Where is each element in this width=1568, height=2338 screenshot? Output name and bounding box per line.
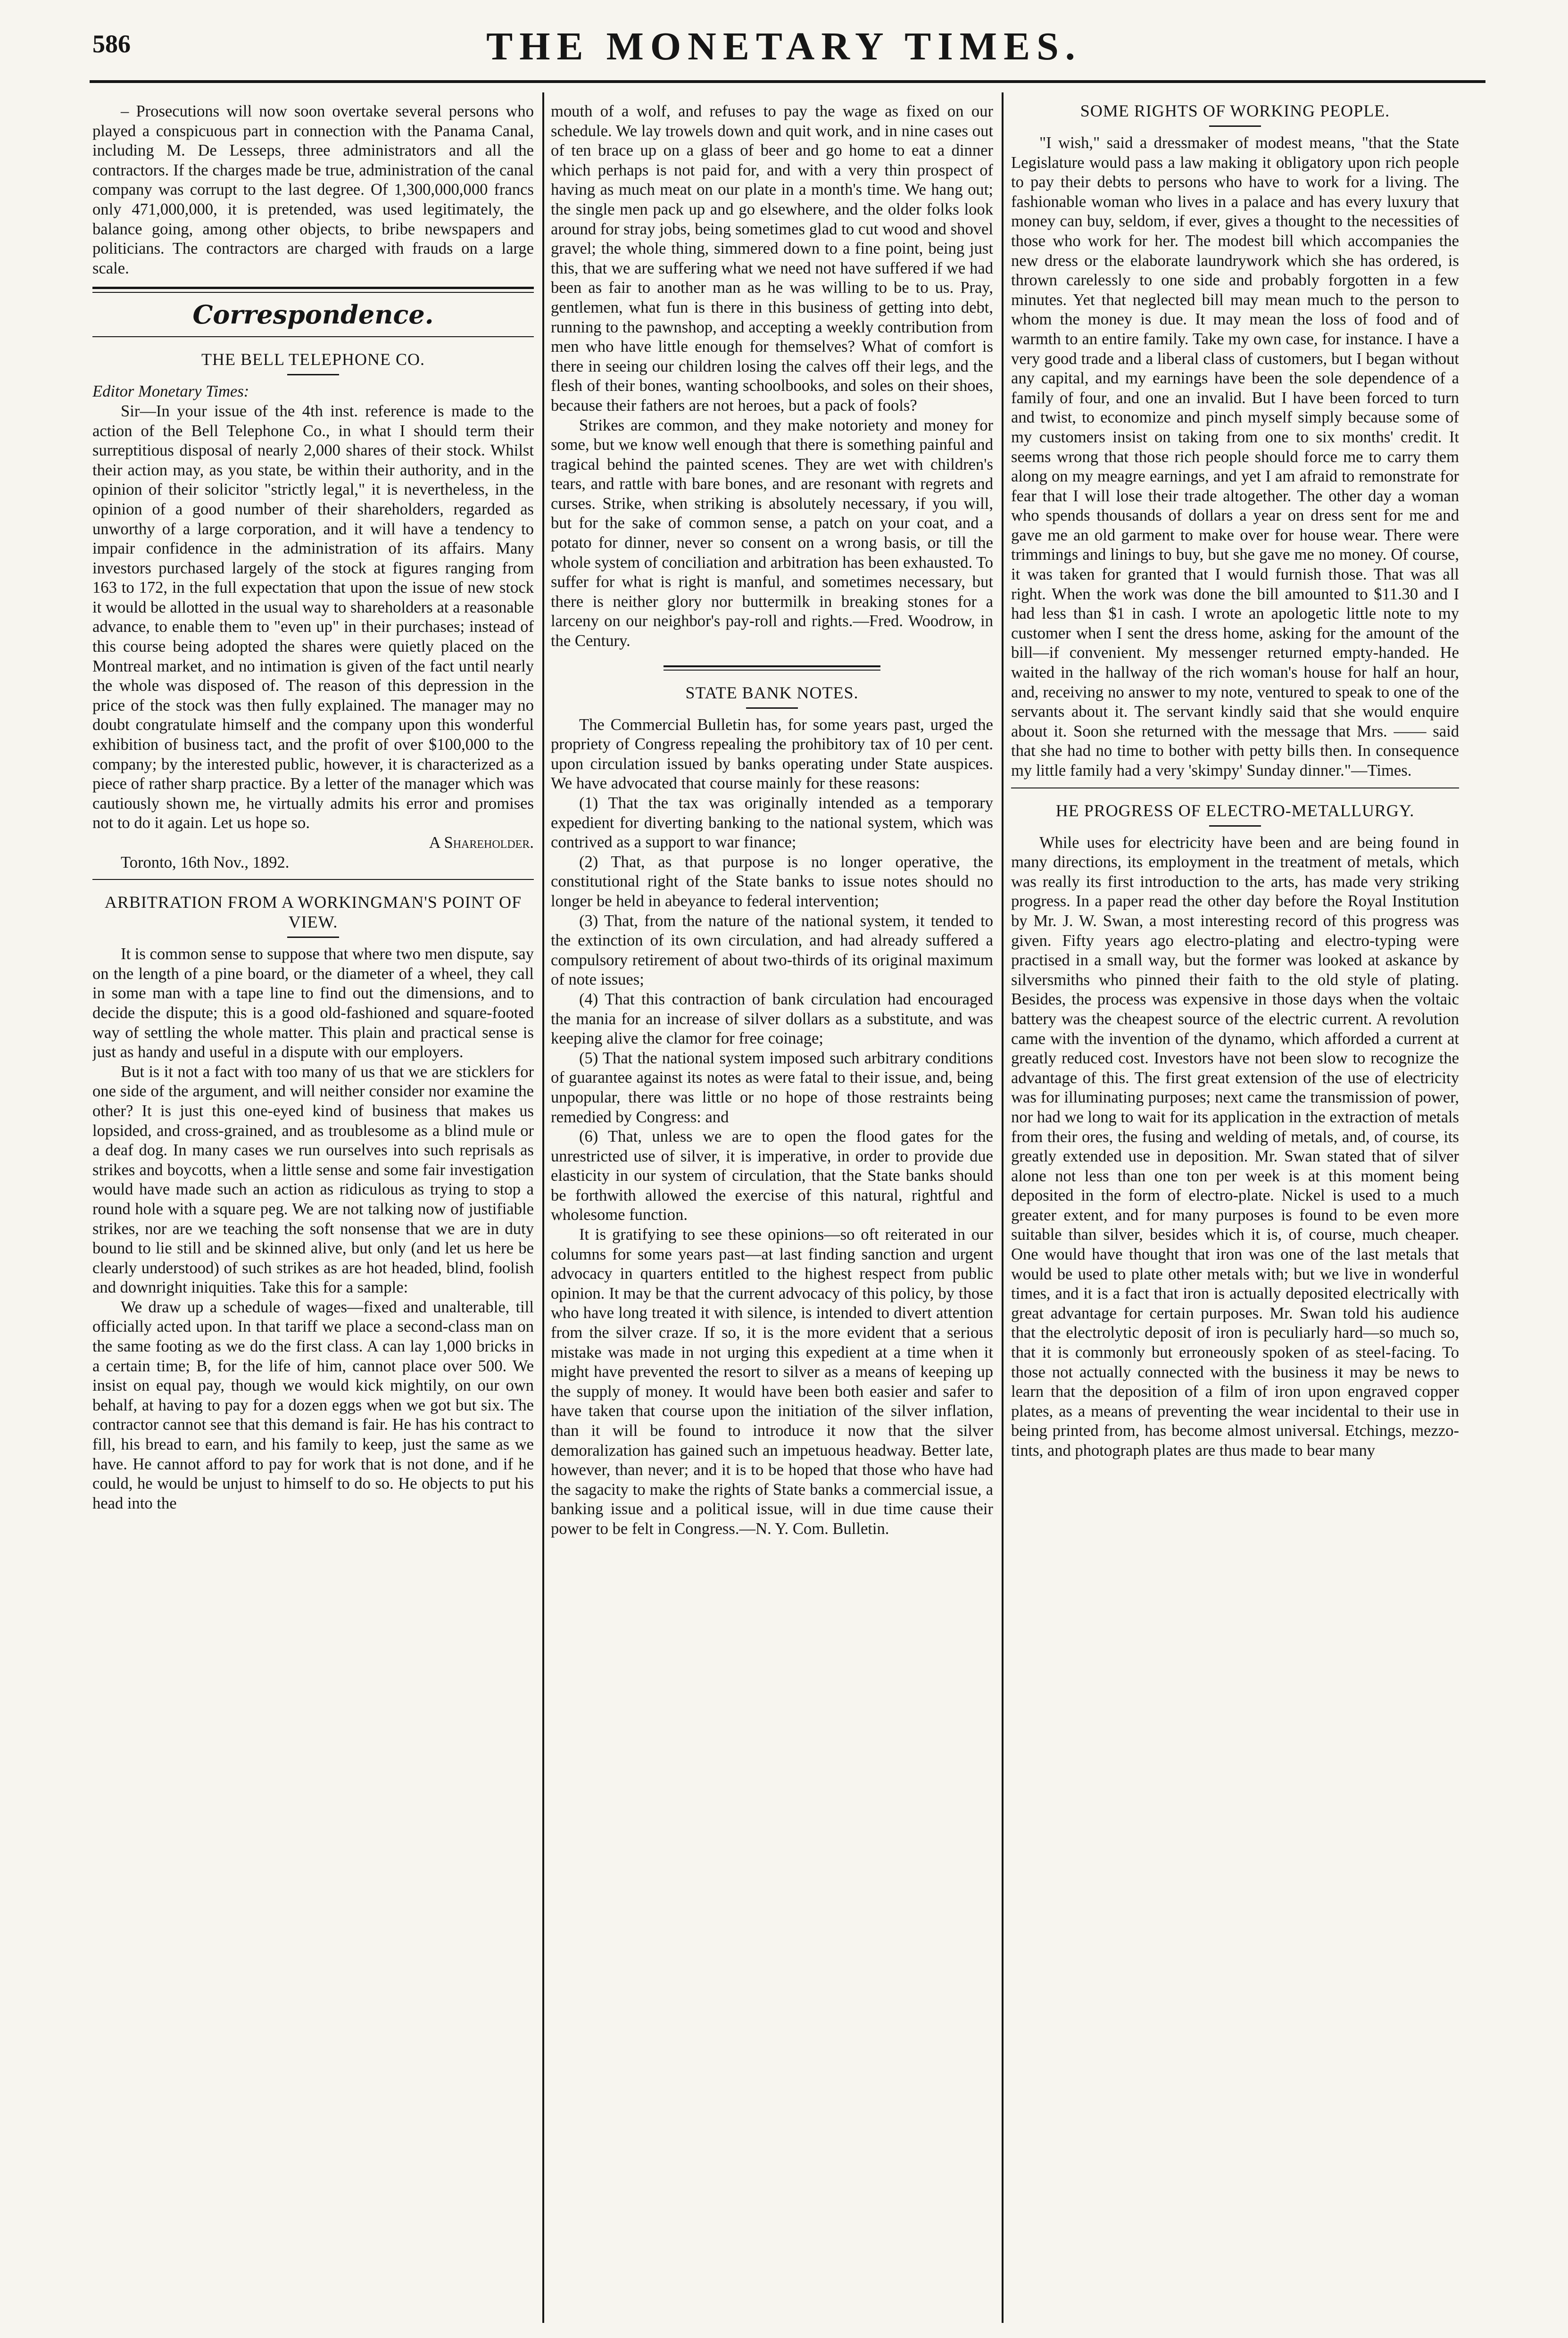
state-bank-notes-reason: (6) That, unless we are to open the flood gates for the unrestricted use of silver, it is imperative, in order to provide due elasticity in our system of circulation, that the State banks should be forthwith allowed the exercise of this natural, rightful and wholesome function. — [551, 1128, 993, 1224]
state-bank-notes-reason: (3) That, from the nature of the national system, it tended to the extinction of its own circulation, and had already suffered a compulsory retirement of about two-thirds of its original maximum of note issues; — [551, 912, 993, 989]
column-divider — [1002, 92, 1004, 2323]
column-2 — [551, 92, 993, 2323]
section-rule — [92, 336, 534, 337]
state-bank-notes-paragraph: It is gratifying to see these opinions—so oft reiterated in our columns for some years past—at last finding sanction and urgent advocacy in quarters entitled to the highest respect from public opinion. It may be that the current advocacy of this policy, by those who have long treated it with silence, is intended to divert attention from the silver craze. If so, it is the more evident that a serious mistake was made in not urging this expedient at a time when it might have prevented the resort to silver as a means of keeping up the supply of money. It would have been both easier and safer to have taken that course upon the initiation of the silver inflation, than it will be found to introduce it now that the silver demoralization has gained such an impetuous headway. Better late, however, than never; and it is to be hoped that those who have had the sagacity to make the rights of State banks a commercial issue, a banking issue and a political issue, will in due time cause their power to be felt in Congress.—N. Y. Com. Bulletin. — [551, 1226, 993, 1538]
arbitration-paragraph: Strikes are common, and they make notoriety and money for some, but we know well enough that there is something painful and tragical behind the painted scenes. They are wet with children's tears, and rattle with bare bones, and are resonant with regrets and curses. Strike, when striking is absolutely necessary, if you will, but for the sake of common sense, a patch on your coat, and a potato for dinner, never so consent on a wrong basis, or till the whole system of conciliation and arbitration has been exhausted. To suffer for what is right is manful, and sometimes necessary, but there is neither glory nor buttermilk in breaking stones for a larceny on our neighbor's pay-roll and rights.—Fred. Woodrow, in the Century. — [551, 416, 993, 650]
header-rule — [90, 80, 1485, 83]
arbitration-continued: mouth of a wolf, and refuses to pay the wage as fixed on our schedule. We lay trowels down and quit work, and in nine cases out of ten brace up on a glass of beer and go home to eat a dinner which perhaps is not paid for, and with a very thin prospect of having as much meat on our plate in a month's time. We hang out; the single men pack up and go elsewhere, and the older folks look around for stray jobs, being sometimes glad to cut wood and shovel gravel; the whole thing, simmered down to a fine point, being just this, that we are suffering what we need not have suffered if we had been as fair to another man as he was willing to be to us. Pray, gentlemen, what fun is there in this business of getting into debt, running to the pawnshop, and accepting a weekly contribution from men who have little enough for themselves? What of comfort is there in seeing our children losing the calves off their legs, and the flesh of their bones, wanting schoolbooks, and soles on their shoes, because their fathers are not heroes, but a pack of fools? — [551, 102, 993, 415]
letter-signature: A Shareholder. — [429, 834, 534, 852]
state-bank-notes-paragraph: The Commercial Bulletin has, for some years past, urged the propriety of Congress repealing the prohibitory tax of 10 per cent. upon circulation issued by banks operating under State auspices. We have advocated that course mainly for these reasons: — [551, 715, 993, 793]
arbitration-paragraph: It is common sense to suppose that where two men dispute, say on the length of a pine board, or the diameter of a wheel, they call in some man with a tape line to find out the dimensions, and to decide the dispute; this is a good old-fashioned and square-footed way of settling the whole matter. This plain and practical sense is just as handy and useful in a dispute with our employers. — [92, 945, 534, 1061]
letter-dateline: Toronto, 16th Nov., 1892. — [121, 853, 290, 871]
arbitration-paragraph: We draw up a schedule of wages—fixed and unalterable, till officially acted upon. In that tariff we place a second-class man on the same footing as we do the first class. A can lay 1,000 bricks in a certain time; B, for the life of him, cannot place over 500. We insist on equal pay, though we would kick mightily, on our own behalf, at having to pay for a dozen eggs when we got but six. The contractor cannot see that this demand is fair. He has his contract to fill, his bread to earn, and his family to keep, just the same as we have. He cannot afford to pay for work that is not done, and if he could, he would be unjust to himself to do so. He objects to put his head into the — [92, 1298, 534, 1512]
section-rule — [664, 665, 880, 671]
short-rule — [287, 374, 339, 375]
page-number: 586 — [92, 30, 131, 58]
arbitration-heading: ARBITRATION FROM A WORKINGMAN'S POINT OF VIEW. — [104, 893, 522, 932]
page-header — [0, 0, 1568, 90]
arbitration-paragraph: But is it not a fact with too many of us that we are sticklers for one side of the argument, and will neither consider nor examine the other? It is just this one-eyed kind of business that makes us lopsided, and cross-grained, and as troublesome as a blind mule or a deaf dog. In many cases we run ourselves into such reprisals as strikes and boycotts, when a little sense and some fair investigation would have made such an action as ridiculous as trying to stop a round hole with a square peg. We are not talking now of justifiable strikes, nor are we teaching the soft nonsense that we are in duty bound to lie still and be skinned alive, but only (and let us here be clearly understood) of such strikes as are hot headed, blind, foolish and downright iniquities. Take this for a sample: — [92, 1062, 534, 1297]
short-rule — [1209, 825, 1261, 827]
column-divider — [542, 92, 544, 2323]
state-bank-notes-reason: (2) That, as that purpose is no longer operative, the constitutional right of the State banks to issue notes should no longer be held in abeyance to federal intervention; — [551, 853, 993, 910]
electro-metallurgy-paragraph: While uses for electricity have been and are being found in many directions, its employment in the treatment of metals, which was really its first introduction to the arts, has made very striking progress. In a paper read the other day before the Royal Institution by Mr. J. W. Swan, a most interesting record of this progress was given. Fifty years ago electro-plating and electro-typing were practised in a small way, but the former was looked at askance by silversmiths who pinned their faith to the old style of plating. Besides, the process was expensive in those days when the voltaic battery was the cheapest source of the electric current. A revolution came with the invention of the dynamo, which afforded a current at greatly reduced cost. Investors have not been slow to recognize the advantage of this. The first great extension of the use of electricity was for illuminating purposes; next came the transmission of power, nor had we long to wait for its application in the extraction of metals from their ores, the fusing and welding of metals, and, of course, its greatly extended use in deposition. Mr. Swan stated that of silver alone not less than one ton per week is at this moment being deposited in the form of electro-plate. Nickel is used to a much greater extent, and for many purposes is found to be even more suitable than silver, besides which it is, of course, much cheaper. One would have thought that iron was one of the last metals that would be used to plate other metals with; but we live in wonderful times, and it is a fact that iron is actually deposited electrically with great advantage for certain purposes. Mr. Swan told his audience that the electrolytic deposit of iron is peculiarly hard—so much so, that it is commonly but erroneously spoken of as steel-facing. To those not actually connected with the business it may be news to learn that the deposition of a film of iron upon engraved copper plates, as a means of preventing the wear incidental to their use in being printed from, has become almost universal. Etchings, mezzo-tints, and photograph plates are thus made to bear many — [1011, 833, 1459, 1459]
state-bank-notes-reason: (1) That the tax was originally intended as a temporary expedient for diverting banking to the national system, which was contrived as a support to war finance; — [551, 794, 993, 852]
state-bank-notes-reason: (5) That the national system imposed such arbitrary conditions of guarantee against its notes as were fatal to their issue, and, being unpopular, there was little or no hope of those restraints being remedied by Congress: and — [551, 1049, 993, 1126]
bell-telephone-letter: Sir—In your issue of the 4th inst. reference is made to the action of the Bell Telephone Co., in what I should term their surreptitious disposal of nearly 2,000 shares of their stock. Whilst their action may, as you state, be within their authority, and in the opinion of their solicitor "strictly legal," it is nevertheless, in the opinion of a good number of their shareholders, regarded as unworthy of a large corporation, and it will have a tendency to impair confidence in the administration of its affairs. Many investors purchased largely of the stock at figures ranging from 163 to 172, in the full expectation that upon the issue of new stock it would be allotted in the usual way to shareholders at a reasonable advance, to enable them to "even up" in their purchases; instead of this course being adopted the shares were quietly placed on the Montreal market, and no intimation is given of the fact until nearly the whole was disposed of. The reason of this depression in the price of the stock was then fully explained. The manager may no doubt congratulate himself and the company upon this wonderful exhibition of business tact, and the profit of over $100,000 to the company; by the interested public, however, it is characterized as a piece of rather sharp practice. By a letter of the manager which was cautiously shown me, he virtually admits his error and promises not to do it again. Let us hope so. — [92, 402, 534, 832]
bell-telephone-heading: THE BELL TELEPHONE CO. — [201, 350, 425, 369]
state-bank-notes-heading: STATE BANK NOTES. — [685, 683, 859, 702]
column-1 — [92, 92, 534, 2323]
working-people-heading: SOME RIGHTS OF WORKING PEOPLE. — [1080, 101, 1390, 120]
working-people-paragraph: "I wish," said a dressmaker of modest means, "that the State Legislature would pass a law making it obligatory upon rich people to pay their debts to persons who have to work for a living. The fashionable woman who lives in a palace and has every luxury that money can buy, seldom, if ever, gives a thought to the necessities of those who work for her. The modest bill which accompanies the new dress or the elaborate laundrywork which she has ordered, is thrown carelessly to one side and probably forgotten in a few minutes. Yet that neglected bill may mean much to the person to whom the money is due. It may mean the loss of food and of warmth to an entire family. Take my own case, for instance. I have a very good trade and a liberal class of customers, but I began without any capital, and my earnings have been the sole dependence of a family of four, and one an invalid. But I have been forced to turn and twist, to economize and pinch myself simply because some of my customers insist on taking from one to six months' credit. It seems wrong that those rich people should force me to carry them along on my meagre earnings, and yet I am afraid to remonstrate for fear that I will lose their trade altogether. The other day a woman who spends thousands of dollars a year on dress sent for me and gave me an old garment to make over for house wear. There were trimmings and linings to buy, but she gave me no money. Of course, it was taken for granted that I would furnish those. That was all right. When the work was done the bill amounted to $11.30 and I had less than $1 in cash. I wrote an apologetic little note to my customer when I sent the dress home, asking for the amount of the bill—if convenient. My messenger returned empty-handed. He waited in the hallway of the rich woman's house for half an hour, and, receiving no answer to my note, ventured to speak to one of the servants about it. The servant kindly said that she would enquire about it. Soon she returned with the message that Mrs. —— said that she had no time to bother with petty bills then. In consequence my little family had a very 'skimpy' Sunday dinner."—Times. — [1011, 134, 1459, 779]
short-rule — [1209, 125, 1261, 127]
section-rule — [92, 287, 534, 293]
letter-salutation: Editor Monetary Times: — [92, 382, 249, 401]
state-bank-notes-reason: (4) That this contraction of bank circulation had encouraged the mania for an increase of silver dollars as a substitute, and was keeping alive the clamor for free coinage; — [551, 990, 993, 1048]
short-rule — [287, 937, 339, 938]
short-rule — [746, 707, 798, 709]
masthead: THE MONETARY TIMES. — [486, 25, 1082, 68]
prosecutions-paragraph: – Prosecutions will now soon overtake several persons who played a conspicuous part in connection with the Panama Canal, including M. De Lesseps, three administrators and all the contractors. If the charges made be true, administration of the canal company was corrupt to the last degree. Of 1,300,000,000 francs only 471,000,000, it is pretended, was used legitimately, the balance going, among other objects, to bribe newspapers and politicians. The contractors are charged with frauds on a large scale. — [92, 102, 534, 277]
column-3 — [1011, 92, 1459, 2323]
electro-metallurgy-heading: HE PROGRESS OF ELECTRO-METALLURGY. — [1055, 801, 1415, 820]
section-rule — [92, 879, 534, 880]
correspondence-heading: Correspondence. — [192, 299, 434, 330]
